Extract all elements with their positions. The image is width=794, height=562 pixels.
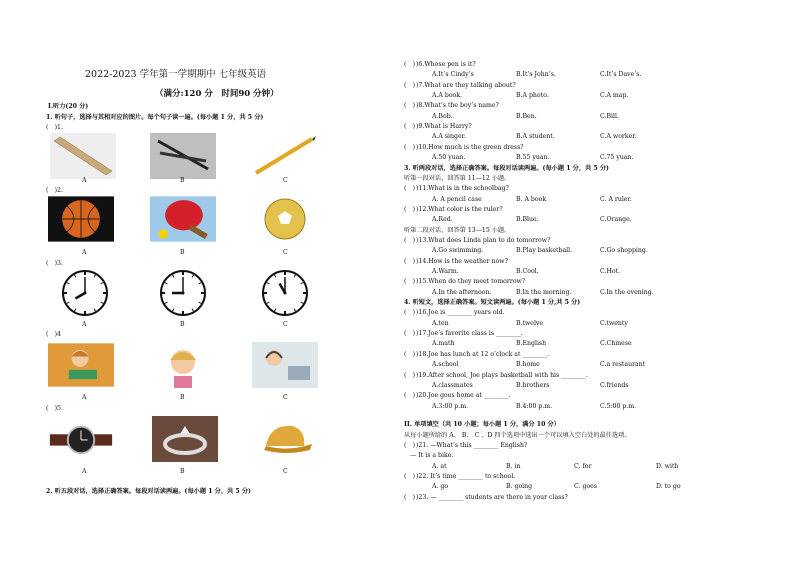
option-label-b: B: [180, 468, 185, 475]
answer-paren: ( ): [404, 81, 416, 89]
question-text: )11.What is in the schoolbag?: [416, 185, 509, 193]
option-label-a: A: [82, 177, 87, 184]
answer-option: B.twelve: [516, 319, 544, 327]
answer-option: A.It’s Cindy’s: [432, 71, 474, 79]
answer-option: B.A student.: [516, 133, 555, 141]
question-text: )22. It’s time ________ to school.: [416, 472, 516, 480]
answer-option: D. to go: [656, 483, 681, 491]
watch-icon: [48, 416, 114, 462]
instruction-text: — It is a bike.: [404, 452, 454, 460]
page-title: 2022-2023 学年第一学期期中 七年级英语: [85, 69, 267, 80]
answer-paren: ( ): [404, 472, 416, 480]
section-heading: 3. 听两段对话，选择正确答案。每段对话读两遍。(每小题 1 分，共 5 分): [404, 164, 609, 172]
answer-option: C.friends: [600, 381, 629, 389]
section-heading: II. 单项填空（共 10 小题；每小题 1 分，满分 10 分）: [404, 421, 560, 429]
instruction-text: 听第一段对话，回答第 11—12 小题。: [404, 174, 511, 182]
answer-option: C.Bill.: [600, 112, 619, 120]
answer-paren: ( ): [404, 278, 416, 286]
answer-option: B.Ben.: [516, 112, 537, 120]
answer-option: A.3:00 p.m.: [432, 402, 469, 410]
answer-option: C. A ruler.: [600, 195, 632, 203]
option-label-a: A: [82, 394, 87, 401]
answer-option: A.Red.: [432, 216, 453, 224]
answer-option: A.A book.: [432, 92, 462, 100]
part2-instructions: 2. 听五段对话，选择正确答案。每段对话读两遍。(每小题 1 分，共 5 分): [46, 488, 251, 495]
answer-option: B.home: [516, 361, 540, 369]
clock-icon: [252, 270, 318, 316]
answer-option: A.school: [432, 361, 459, 369]
answer-option: C.a restaurant: [600, 361, 646, 369]
reading-girl-icon: [48, 342, 114, 388]
question-text: )12.What color is the ruler?: [416, 205, 503, 213]
answer-option: B.4:00 p.m.: [516, 402, 553, 410]
option-label-c: C: [283, 249, 288, 256]
answer-option: C.Hot.: [600, 268, 621, 275]
answer-option: B. A book: [516, 195, 547, 203]
answer-option: C. goes: [574, 483, 597, 491]
page-subtitle: （满分:120 分 时间90 分钟）: [155, 89, 279, 99]
answer-option: A. at: [432, 462, 447, 470]
answer-option: C.A map.: [600, 92, 629, 100]
ring-icon: [152, 416, 218, 462]
option-label-c: C: [283, 468, 288, 475]
answer-paren: ( ): [404, 330, 416, 338]
answer-option: B.55 yuan.: [516, 154, 550, 162]
answer-option: B. going: [506, 483, 533, 491]
question-4-label: ( )4: [46, 331, 61, 338]
option-label-a: A: [82, 249, 87, 256]
answer-paren: ( ): [404, 102, 416, 110]
answer-option: B.brothers: [516, 381, 550, 389]
answer-option: A.classmates: [432, 381, 473, 389]
question-text: )13.What does Linda plan to do tomorrow?: [416, 236, 551, 244]
answer-paren: ( ): [404, 371, 416, 379]
answer-option: A.math: [432, 340, 455, 348]
question-text: )17.Joe’s favorite class is ________.: [416, 330, 523, 338]
clock-icon: [52, 270, 118, 316]
question-text: )19.After school, Joe plays basketball with his ________.: [416, 371, 588, 379]
option-label-a: A: [82, 321, 87, 328]
option-label-c: C: [283, 177, 288, 184]
answer-option: A.ten: [432, 319, 449, 327]
option-label-b: B: [180, 394, 185, 401]
ruler-icon: [50, 133, 116, 179]
option-label-b: B: [180, 177, 185, 184]
option-label-a: A: [82, 468, 87, 475]
question-text: )16.Joe is ________ years old.: [416, 309, 505, 317]
cap-icon: [252, 416, 318, 462]
option-label-c: C: [283, 321, 288, 328]
question-text: )21. —What’s this ________ English?: [416, 441, 528, 449]
option-label-b: B: [180, 249, 185, 256]
answer-paren: ( ): [404, 493, 416, 501]
part1-instructions: 1. 听句子，选择与其相对应的图片。每个句子读一遍。(每小题 1 分，共 5 分): [46, 114, 264, 121]
answer-paren: ( ): [404, 143, 416, 151]
answer-option: B.A photo.: [516, 92, 549, 100]
section-heading: 4. 听短文，选择正确答案。短文读两遍。(每小题 1 分,共 5 分): [404, 299, 581, 307]
answer-paren: ( ): [404, 61, 416, 68]
answer-option: A.50 yuan.: [432, 154, 466, 162]
answer-paren: ( ): [404, 123, 416, 131]
answer-option: A.Go swimming.: [432, 247, 484, 255]
answer-option: A.A singer.: [432, 133, 466, 141]
question-1-label: ( )1.: [46, 124, 63, 131]
answer-paren: ( ): [404, 257, 416, 265]
answer-option: C.Go shopping.: [600, 247, 648, 255]
question-2-label: ( )2.: [46, 187, 63, 194]
answer-option: B.English: [516, 340, 547, 348]
question-text: )8.What’s the boy’s name?: [416, 102, 499, 110]
answer-option: C.75 yuan.: [600, 154, 634, 162]
question-text: )18.Joe has lunch at 12 o’clock at ________.: [416, 350, 550, 358]
answer-option: C.Chinese: [600, 340, 632, 348]
answer-option: D. with: [656, 462, 679, 470]
answer-option: B.Play basketball.: [516, 247, 573, 255]
answer-paren: ( ): [404, 205, 416, 213]
question-3-label: ( )3.: [46, 260, 63, 267]
answer-option: A.In the afternoon.: [432, 288, 492, 296]
answer-option: C.In the evening.: [600, 288, 654, 296]
answer-option: C. for: [574, 462, 592, 470]
answer-paren: ( ): [404, 441, 416, 449]
answer-option: B.Cool.: [516, 268, 539, 275]
question-text: )7.What are they talking about?: [416, 81, 516, 89]
ping-pong-icon: [150, 196, 216, 242]
answer-option: A.Bob.: [432, 112, 453, 120]
instruction-text: 从每小题所给的 A、 B、 C 、D 四个选项中选出一个可以填入空白处的最佳选项。: [404, 431, 631, 439]
question-text: )14.How is the weather now?: [416, 257, 508, 265]
answer-option: B.Blue.: [516, 216, 539, 224]
clock-icon: [150, 270, 216, 316]
answer-option: C.twenty: [600, 319, 628, 327]
answer-paren: ( ): [404, 392, 416, 400]
answer-option: C.5:00 p.m.: [600, 402, 637, 410]
question-text: )10.How much is the green dress?: [416, 143, 524, 151]
basketball-icon: [48, 196, 114, 242]
question-text: )6.Whose pen is it?: [416, 61, 476, 68]
answer-option: C.A worker.: [600, 133, 637, 141]
instruction-text: 听第二段对话，回答第 13—15 小题。: [404, 226, 511, 234]
question-5-label: ( )5.: [46, 405, 63, 412]
answer-option: B.In the morning.: [516, 288, 572, 296]
answer-option: B.It’s John’s.: [516, 71, 556, 79]
question-text: )20.Joe goes home at ________.: [416, 392, 511, 400]
question-text: )9.What is Harry?: [416, 123, 472, 131]
section-heading-listening: I.听力(20 分): [48, 103, 89, 110]
question-text: )23. — ________ students are there in your class?: [416, 493, 568, 501]
answer-option: A. go: [432, 483, 449, 491]
soccer-ball-icon: [252, 196, 318, 242]
answer-option: A. A pencil case: [432, 195, 482, 203]
answer-paren: ( ): [404, 185, 416, 193]
answer-paren: ( ): [404, 236, 416, 244]
answer-option: C.Orange.: [600, 216, 632, 224]
music-girl-icon: [252, 342, 318, 388]
answer-paren: ( ): [404, 350, 416, 358]
pencil-icon: [252, 133, 318, 179]
option-label-b: B: [180, 321, 185, 328]
question-text: )15.When do they meet tomorrow?: [416, 278, 526, 286]
phone-girl-icon: [150, 342, 216, 388]
option-label-c: C: [283, 394, 288, 401]
answer-option: C.It’s Dave’s.: [600, 71, 642, 79]
answer-paren: ( ): [404, 309, 416, 317]
answer-option: B. in: [506, 462, 521, 470]
answer-option: A.Warm.: [432, 268, 459, 275]
pen-icon: [150, 133, 216, 179]
